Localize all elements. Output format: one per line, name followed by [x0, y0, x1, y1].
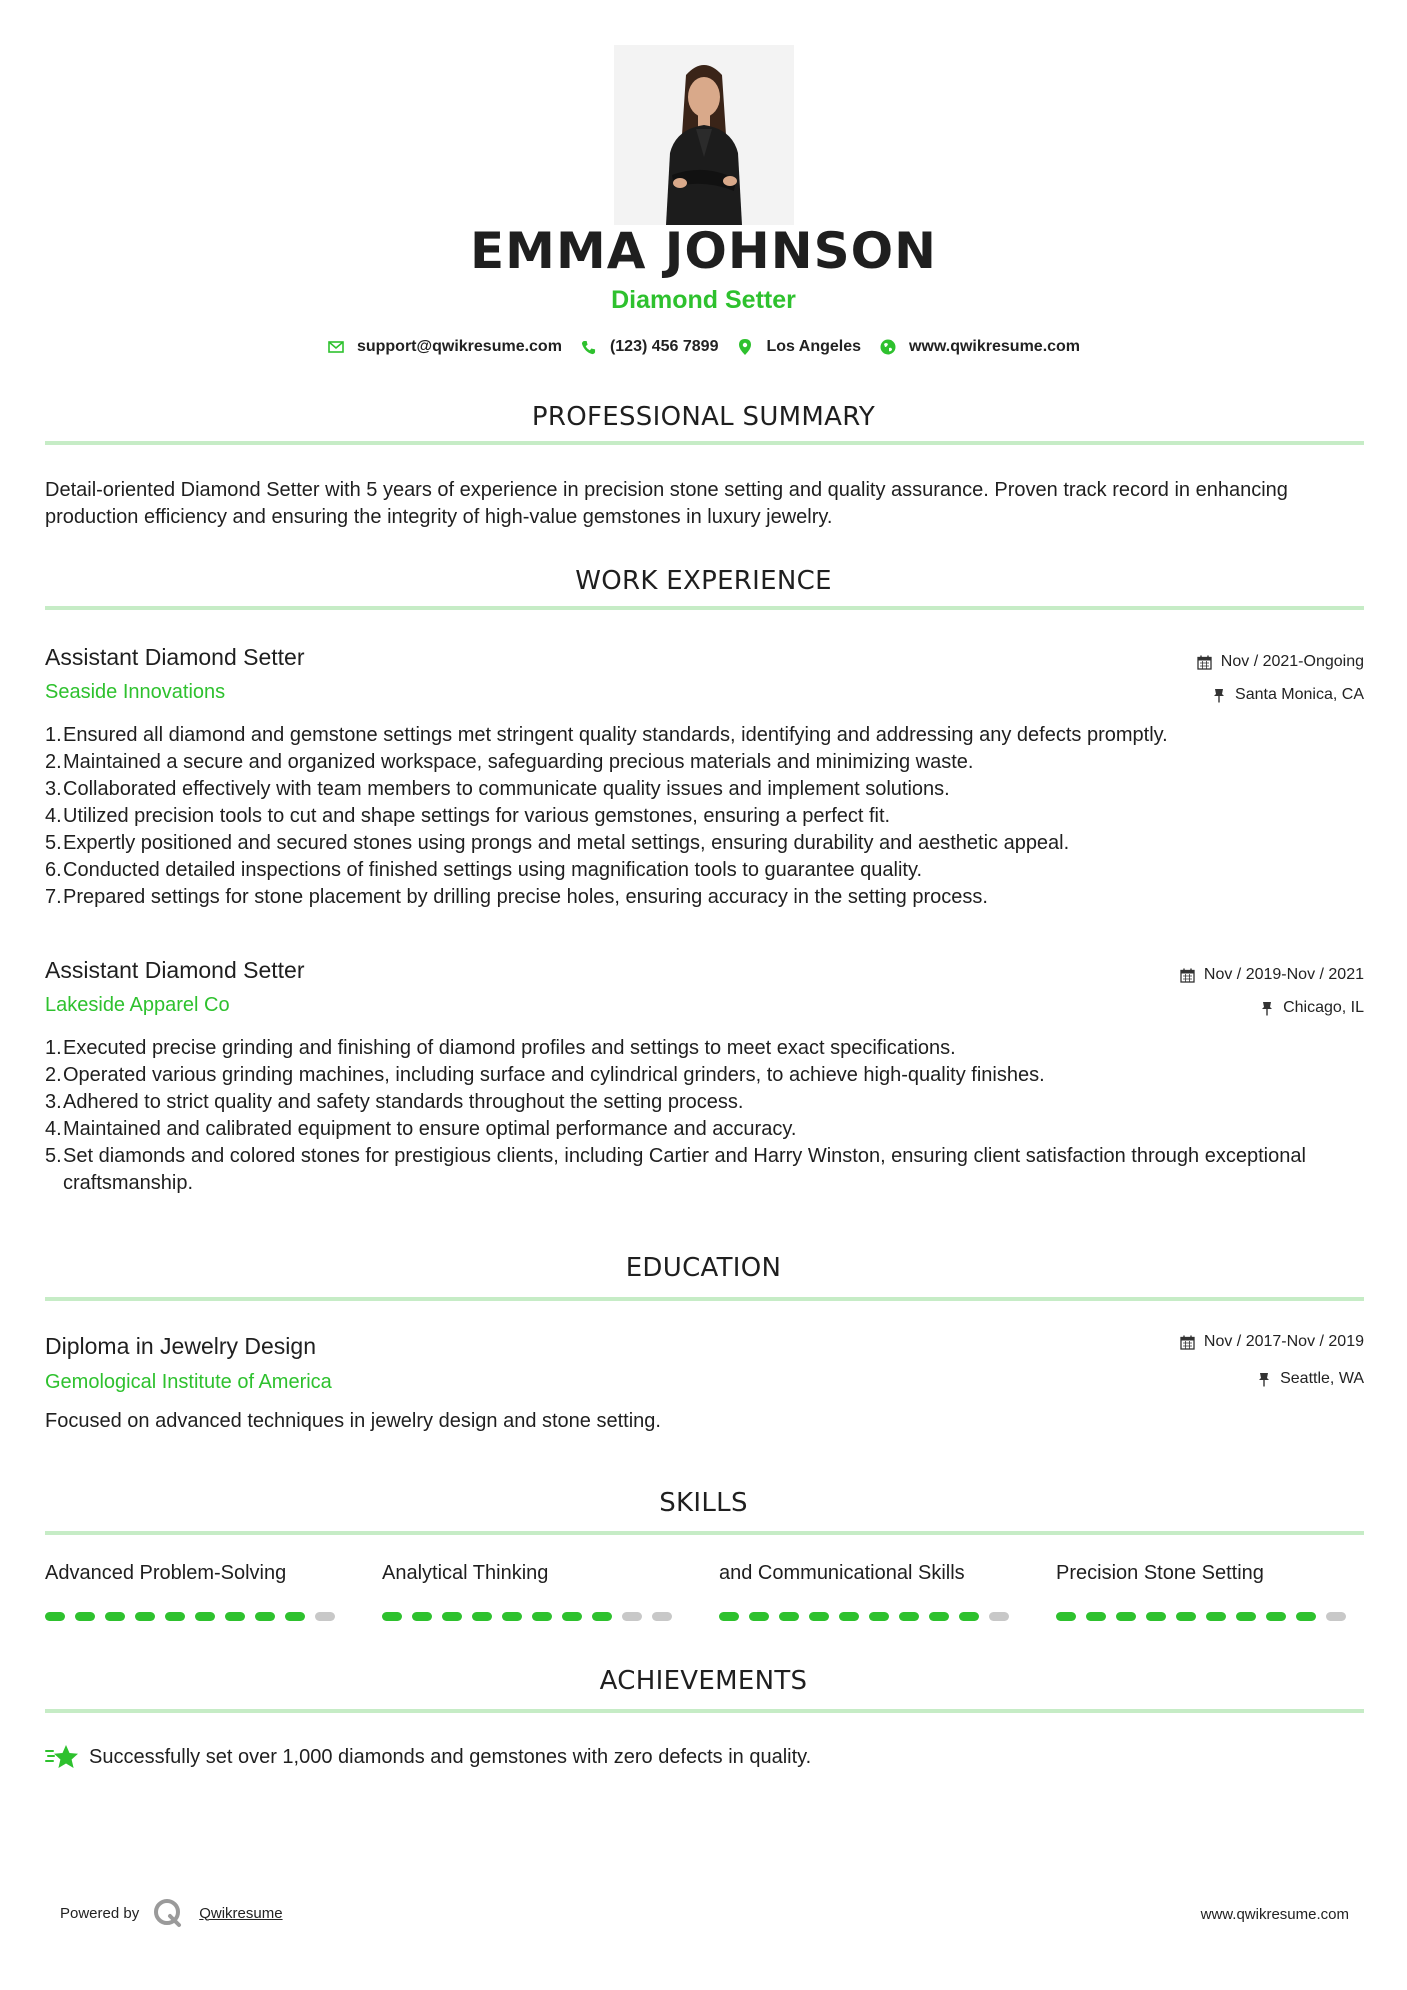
- contact-location-text: Los Angeles: [766, 338, 862, 355]
- job-title: Assistant Diamond Setter: [45, 957, 305, 983]
- skill-rating: [719, 1612, 1019, 1621]
- skill-rating-dot: [45, 1612, 65, 1621]
- job-dates-text: Nov / 2019-Nov / 2021: [1203, 966, 1364, 983]
- skill-rating-dot: [1206, 1612, 1226, 1621]
- education-dates: [1180, 1333, 1364, 1351]
- skill-item: [719, 1562, 1019, 1585]
- skill-rating-dot: [105, 1612, 125, 1621]
- skill-name: and Communicational Skills: [719, 1562, 965, 1584]
- skill-rating-dot: [1296, 1612, 1316, 1621]
- skill-rating-dot: [562, 1612, 582, 1621]
- achievement-item: [45, 1742, 811, 1772]
- skill-rating-dot: [622, 1612, 642, 1621]
- list-item: 5. Set diamonds and colored stones for prestigious clients, including Cartier and Harry Winston, ensuring client satisfaction through exceptional craftsmanship.: [45, 1145, 1306, 1194]
- skill-rating-dot: [502, 1612, 522, 1621]
- achievement-text: Successfully set over 1,000 diamonds and gemstones with zero defects in quality.: [89, 1745, 812, 1768]
- skill-rating-dot: [989, 1612, 1009, 1621]
- job-company: Lakeside Apparel Co: [45, 994, 230, 1016]
- education-location-text: Seattle, WA: [1280, 1370, 1364, 1387]
- skill-rating-dot: [652, 1612, 672, 1621]
- job-dates-text: Nov / 2021-Ongoing: [1220, 653, 1364, 670]
- summary-heading: PROFESSIONAL SUMMARY: [531, 402, 876, 432]
- powered-by-label: Powered by: [60, 1904, 140, 1922]
- list-item: 2. Maintained a secure and organized workspace, safeguarding precious materials and minimizing waste.: [45, 751, 974, 773]
- skill-rating-dot: [749, 1612, 769, 1621]
- skill-rating-dot: [1326, 1612, 1346, 1621]
- list-item: 4. Maintained and calibrated equipment to ensure optimal performance and accuracy.: [45, 1118, 797, 1140]
- list-item: 4. Utilized precision tools to cut and shape settings for various gemstones, ensuring a perfect fit.: [45, 805, 891, 827]
- star-icon: [45, 1742, 79, 1772]
- skill-rating-dot: [1176, 1612, 1196, 1621]
- skill-rating-dot: [195, 1612, 215, 1621]
- contact-phone[interactable]: [580, 338, 719, 356]
- experience-heading: WORK EXPERIENCE: [575, 566, 832, 596]
- qwikresume-link[interactable]: Qwikresume: [199, 1904, 283, 1922]
- list-item: 3. Adhered to strict quality and safety standards throughout the setting process.: [45, 1091, 744, 1113]
- skill-rating-dot: [959, 1612, 979, 1621]
- skill-rating-dot: [779, 1612, 799, 1621]
- skill-rating: [382, 1612, 682, 1621]
- education-degree: Diploma in Jewelry Design: [45, 1333, 316, 1359]
- map-pin-icon: [736, 338, 754, 356]
- job-location-text: Santa Monica, CA: [1235, 686, 1364, 703]
- skill-rating-dot: [1236, 1612, 1256, 1621]
- skill-name: Precision Stone Setting: [1056, 1562, 1264, 1584]
- skill-item: [1056, 1562, 1356, 1585]
- skill-rating-dot: [165, 1612, 185, 1621]
- skill-rating-dot: [592, 1612, 612, 1621]
- skill-rating-dot: [1146, 1612, 1166, 1621]
- job-location: [1259, 999, 1364, 1017]
- candidate-title: Diamond Setter: [611, 286, 796, 314]
- qwikresume-logo-icon: [153, 1898, 183, 1928]
- list-item: 6. Conducted detailed inspections of finished settings using magnification tools to guarantee quality.: [45, 859, 923, 881]
- contact-email-text: support@qwikresume.com: [356, 338, 562, 355]
- skill-rating-dot: [75, 1612, 95, 1621]
- footer-powered-by: [60, 1898, 283, 1928]
- job-location: [1211, 686, 1364, 704]
- section-divider: [45, 441, 1364, 445]
- calendar-icon: [1197, 654, 1213, 670]
- job-duties-list: [45, 722, 1367, 911]
- skill-rating-dot: [899, 1612, 919, 1621]
- contact-location: [736, 338, 861, 356]
- contact-bar: [0, 338, 1407, 356]
- skill-rating-dot: [315, 1612, 335, 1621]
- job-dates: [1197, 653, 1364, 671]
- globe-icon: [879, 338, 897, 356]
- pushpin-icon: [1259, 1000, 1275, 1016]
- achievements-heading: ACHIEVEMENTS: [599, 1666, 808, 1696]
- list-item: 2. Operated various grinding machines, including surface and cylindrical grinders, to achieve high-quality finishes.: [45, 1064, 1045, 1086]
- footer-website-link[interactable]: www.qwikresume.com: [1200, 1906, 1349, 1923]
- education-description: Focused on advanced techniques in jewelry design and stone setting.: [45, 1410, 661, 1432]
- section-divider: [45, 606, 1364, 610]
- candidate-name: EMMA JOHNSON: [470, 222, 937, 280]
- list-item: 5. Expertly positioned and secured stones using prongs and metal settings, ensuring durability and aesthetic appeal.: [45, 832, 1070, 854]
- profile-photo: [614, 45, 794, 225]
- pushpin-icon: [1256, 1371, 1272, 1387]
- phone-icon: [580, 338, 598, 356]
- education-heading: EDUCATION: [625, 1253, 782, 1283]
- skill-rating-dot: [719, 1612, 739, 1621]
- section-divider: [45, 1297, 1364, 1301]
- skill-rating-dot: [869, 1612, 889, 1621]
- skill-rating-dot: [532, 1612, 552, 1621]
- skill-rating: [45, 1612, 345, 1621]
- calendar-icon: [1180, 1334, 1196, 1350]
- education-school: Gemological Institute of America: [45, 1371, 332, 1393]
- skill-rating-dot: [382, 1612, 402, 1621]
- section-divider: [45, 1531, 1364, 1535]
- pushpin-icon: [1211, 687, 1227, 703]
- skill-rating-dot: [135, 1612, 155, 1621]
- education-dates-text: Nov / 2017-Nov / 2019: [1203, 1333, 1364, 1350]
- job-company: Seaside Innovations: [45, 681, 226, 703]
- job-location-text: Chicago, IL: [1283, 999, 1364, 1016]
- list-item: 3. Collaborated effectively with team members to communicate quality issues and implement solutions.: [45, 778, 950, 800]
- skill-name: Analytical Thinking: [382, 1562, 549, 1584]
- skill-rating-dot: [472, 1612, 492, 1621]
- job-title: Assistant Diamond Setter: [45, 644, 305, 670]
- summary-text: Detail-oriented Diamond Setter with 5 years of experience in precision stone setting and quality assurance. Proven track record in enhancing production efficiency and ensuring the integrity of high-value gemstones in luxury jewelry.: [45, 479, 1288, 528]
- skill-item: [45, 1562, 345, 1585]
- job-duties-list: [45, 1035, 1367, 1197]
- skill-rating-dot: [1086, 1612, 1106, 1621]
- skill-rating-dot: [839, 1612, 859, 1621]
- list-item: 7. Prepared settings for stone placement by drilling precise holes, ensuring accuracy in the setting process.: [45, 886, 988, 908]
- contact-phone-text: (123) 456 7899: [609, 338, 719, 355]
- contact-email[interactable]: [327, 338, 562, 356]
- list-item: 1. Ensured all diamond and gemstone settings met stringent quality standards, identifying and addressing any defects promptly.: [45, 724, 1168, 746]
- calendar-icon: [1180, 967, 1196, 983]
- section-divider: [45, 1709, 1364, 1713]
- skill-rating: [1056, 1612, 1356, 1621]
- skill-rating-dot: [809, 1612, 829, 1621]
- skill-rating-dot: [929, 1612, 949, 1621]
- list-item: 1. Executed precise grinding and finishing of diamond profiles and settings to meet exact specifications.: [45, 1037, 956, 1059]
- job-dates: [1180, 966, 1364, 984]
- skill-rating-dot: [442, 1612, 462, 1621]
- envelope-icon: [327, 338, 345, 356]
- skill-rating-dot: [1056, 1612, 1076, 1621]
- skill-rating-dot: [285, 1612, 305, 1621]
- skill-rating-dot: [1266, 1612, 1286, 1621]
- skills-heading: SKILLS: [659, 1488, 748, 1518]
- skill-rating-dot: [225, 1612, 245, 1621]
- skill-item: [382, 1562, 682, 1585]
- contact-website-text: www.qwikresume.com: [909, 338, 1081, 355]
- education-location: [1256, 1370, 1364, 1388]
- skill-rating-dot: [412, 1612, 432, 1621]
- skill-rating-dot: [1116, 1612, 1136, 1621]
- skill-name: Advanced Problem-Solving: [45, 1562, 287, 1584]
- contact-website[interactable]: [879, 338, 1080, 356]
- skill-rating-dot: [255, 1612, 275, 1621]
